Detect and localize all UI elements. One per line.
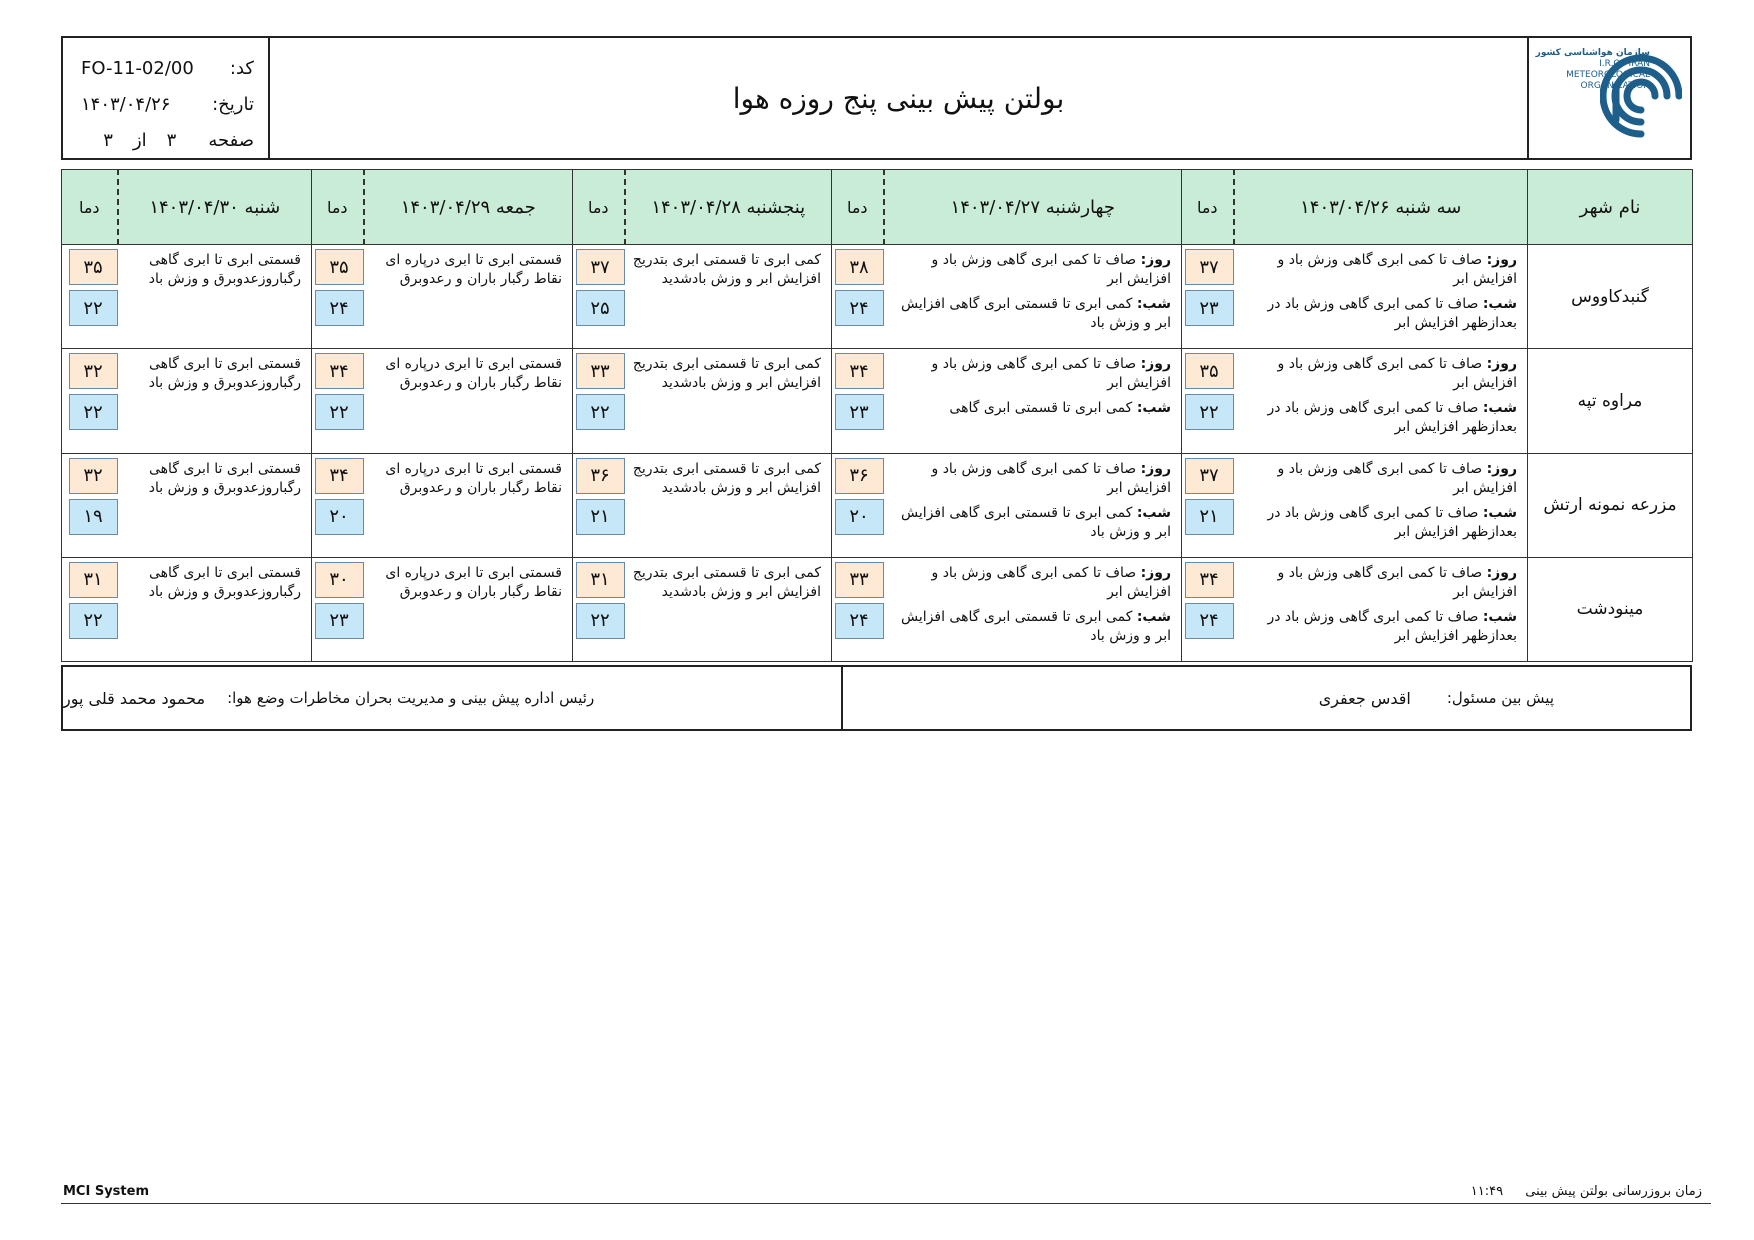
logo-en-line2: METEOROLOGICAL (1566, 70, 1650, 80)
forecast-day-1 (1234, 557, 1528, 661)
code-label: کد: (229, 57, 254, 79)
head-signature (63, 667, 843, 729)
temps-day-4 (312, 453, 364, 557)
night-forecast: کمی ابری تا قسمتی ابری گاهی افزایش ابر و وزش باد (901, 504, 1171, 540)
min-temp: ۲۲ (576, 394, 625, 430)
day-label: روز: (1486, 356, 1517, 373)
temps-day-3 (573, 453, 625, 557)
night-forecast: کمی ابری تا قسمتی ابری گاهی افزایش ابر و وزش باد (901, 608, 1171, 644)
temp-header-3: دما (573, 170, 625, 245)
forecast-day-4 (364, 349, 573, 453)
forecast-text: قسمتی ابری تا ابری درپاره ای نقاط رگبار باران و رعدوبرق (385, 564, 562, 600)
forecast-text: کمی ابری تا قسمتی ابری بتدریج افزایش ابر و وزش بادشدید (632, 356, 821, 392)
table-row (62, 349, 1693, 453)
night-label: شب: (1482, 296, 1517, 312)
max-temp: ۳۲ (69, 353, 118, 389)
day-header-3: پنجشنبه ۱۴۰۳/۰۴/۲۸ (625, 170, 832, 245)
day-forecast: صاف تا کمی ابری گاهی وزش باد و افزایش ابر (1277, 460, 1517, 496)
temps-day-1 (1182, 245, 1234, 349)
min-temp: ۲۲ (315, 394, 364, 430)
temps-day-5 (62, 245, 118, 349)
table-row (62, 557, 1693, 661)
min-temp: ۲۰ (835, 499, 884, 535)
max-temp: ۳۴ (315, 353, 364, 389)
night-forecast: صاف تا کمی ابری گاهی وزش باد در بعدازظهر افزایش ابر (1267, 504, 1517, 540)
temps-day-2 (832, 245, 884, 349)
signature-bar (61, 665, 1692, 731)
footer-update-label: زمان بروزرسانی بولتن پیش بینی (1525, 1184, 1702, 1199)
night-label: شب: (1482, 504, 1517, 521)
night-label: شب: (1136, 296, 1171, 312)
day-forecast: صاف تا کمی ابری گاهی وزش باد و افزایش ابر (931, 356, 1171, 392)
forecast-day-1 (1234, 245, 1528, 349)
max-temp: ۳۶ (835, 458, 884, 494)
min-temp: ۱۹ (69, 499, 118, 535)
head-name: محمود محمد قلی پور (63, 688, 206, 708)
min-temp: ۲۵ (576, 290, 625, 326)
day-header-1: سه شنبه ۱۴۰۳/۰۴/۲۶ (1234, 170, 1528, 245)
footer-update (1471, 1184, 1702, 1199)
city-name: مینودشت (1528, 557, 1693, 661)
min-temp: ۲۴ (315, 290, 364, 326)
max-temp: ۳۵ (1185, 353, 1234, 389)
night-label: شب: (1482, 400, 1517, 417)
temps-day-3 (573, 557, 625, 661)
temps-day-3 (573, 349, 625, 453)
forecast-text: قسمتی ابری تا ابری گاهی رگباروزعدوبرق و وزش باد (148, 252, 301, 287)
max-temp: ۳۳ (576, 353, 625, 389)
city-name: مزرعه نمونه ارتش (1528, 453, 1693, 557)
temps-day-5 (62, 557, 118, 661)
day-label: روز: (1140, 356, 1171, 373)
forecast-day-1 (1234, 349, 1528, 453)
temps-day-2 (832, 349, 884, 453)
max-temp: ۳۱ (69, 562, 118, 598)
forecast-text: قسمتی ابری تا ابری گاهی رگباروزعدوبرق و وزش باد (148, 564, 301, 600)
forecast-text: قسمتی ابری تا ابری گاهی رگباروزعدوبرق و وزش باد (148, 460, 301, 496)
temps-day-1 (1182, 349, 1234, 453)
city-name: مراوه تپه (1528, 349, 1693, 453)
city-name: گنبدکاووس (1528, 245, 1693, 349)
day-header-2: چهارشنبه ۱۴۰۳/۰۴/۲۷ (884, 170, 1182, 245)
forecast-table-body (62, 245, 1693, 662)
max-temp: ۳۸ (835, 249, 884, 285)
forecast-day-2 (884, 557, 1182, 661)
forecast-text: قسمتی ابری تا ابری درپاره ای نقاط رگبار باران و رعدوبرق (385, 252, 562, 287)
forecast-day-5 (118, 453, 312, 557)
day-label: روز: (1486, 252, 1517, 268)
logo-en-line3: ORGANIZATION (1580, 81, 1650, 91)
city-header: نام شهر (1528, 170, 1693, 245)
table-header-row (62, 170, 1693, 245)
page-title: بولتن پیش بینی پنج روزه هوا (732, 81, 1065, 115)
night-label: شب: (1136, 400, 1171, 417)
forecast-day-1 (1234, 453, 1528, 557)
forecaster-label: پیش بین مسئول: (1446, 689, 1554, 707)
max-temp: ۳۷ (576, 249, 625, 285)
forecast-day-4 (364, 557, 573, 661)
logo-fa-text: سازمان هواشناسی کشور (1535, 48, 1650, 58)
temps-day-2 (832, 557, 884, 661)
forecast-text: کمی ابری تا قسمتی ابری بتدریج افزایش ابر و وزش بادشدید (632, 460, 821, 496)
code-value: FO-11-02/00 (81, 57, 194, 79)
footer-system: MCI System (63, 1184, 149, 1199)
night-forecast: صاف تا کمی ابری گاهی وزش باد در بعدازظهر افزایش ابر (1267, 296, 1517, 331)
temps-day-4 (312, 557, 364, 661)
max-temp: ۳۴ (315, 458, 364, 494)
night-forecast: صاف تا کمی ابری گاهی وزش باد در بعدازظهر افزایش ابر (1267, 400, 1517, 436)
max-temp: ۳۷ (1185, 458, 1234, 494)
day-forecast: صاف تا کمی ابری گاهی وزش باد و افزایش ابر (931, 564, 1171, 600)
max-temp: ۳۲ (69, 458, 118, 494)
night-forecast: کمی ابری تا قسمتی ابری گاهی (949, 400, 1133, 417)
forecast-day-3 (625, 453, 832, 557)
temps-day-5 (62, 453, 118, 557)
forecast-day-2 (884, 453, 1182, 557)
page-label: صفحه (208, 129, 254, 151)
day-forecast: صاف تا کمی ابری گاهی وزش باد و افزایش ابر (931, 460, 1171, 496)
day-forecast: صاف تا کمی ابری گاهی وزش باد و افزایش ابر (931, 252, 1171, 287)
forecast-text: قسمتی ابری تا ابری درپاره ای نقاط رگبار باران و رعدوبرق (385, 356, 562, 392)
max-temp: ۳۱ (576, 562, 625, 598)
day-header-4: جمعه ۱۴۰۳/۰۴/۲۹ (364, 170, 573, 245)
day-label: روز: (1140, 252, 1171, 268)
min-temp: ۲۴ (835, 290, 884, 326)
min-temp: ۲۱ (576, 499, 625, 535)
min-temp: ۲۲ (576, 603, 625, 639)
max-temp: ۳۶ (576, 458, 625, 494)
max-temp: ۳۵ (315, 249, 364, 285)
day-label: روز: (1140, 460, 1171, 477)
temps-day-5 (62, 349, 118, 453)
table-row (62, 245, 1693, 349)
min-temp: ۲۲ (69, 394, 118, 430)
logo-text (1530, 48, 1650, 92)
forecast-day-4 (364, 453, 573, 557)
logo-en-line1: I.R.OF IRAN (1599, 59, 1650, 69)
organization-logo (1527, 38, 1690, 158)
min-temp: ۲۲ (69, 290, 118, 326)
min-temp: ۲۲ (1185, 394, 1234, 430)
forecast-day-2 (884, 349, 1182, 453)
night-label: شب: (1482, 608, 1517, 625)
day-header-5: شنبه ۱۴۰۳/۰۴/۳۰ (118, 170, 312, 245)
day-forecast: صاف تا کمی ابری گاهی وزش باد و افزایش ابر (1277, 564, 1517, 600)
forecast-day-5 (118, 557, 312, 661)
page-current: ۳ (166, 129, 177, 151)
forecast-table (61, 169, 1693, 662)
temps-day-4 (312, 349, 364, 453)
night-label: شب: (1136, 504, 1171, 521)
page-total: ۳ (103, 129, 113, 151)
forecaster-name: اقدس جعفری (1318, 688, 1411, 708)
min-temp: ۲۳ (835, 394, 884, 430)
day-label: روز: (1486, 564, 1517, 581)
forecast-day-2 (884, 245, 1182, 349)
forecast-day-5 (118, 349, 312, 453)
temp-header-5: دما (62, 170, 118, 245)
max-temp: ۳۵ (69, 249, 118, 285)
table-row (62, 453, 1693, 557)
max-temp: ۳۴ (835, 353, 884, 389)
day-label: روز: (1486, 460, 1517, 477)
date-value: ۱۴۰۳/۰۴/۲۶ (81, 93, 171, 115)
max-temp: ۳۷ (1185, 249, 1234, 285)
temp-header-1: دما (1182, 170, 1234, 245)
forecaster-signature (843, 667, 1690, 729)
night-label: شب: (1136, 608, 1171, 625)
max-temp: ۳۰ (315, 562, 364, 598)
document-meta (63, 38, 270, 158)
forecast-day-3 (625, 245, 832, 349)
day-forecast: صاف تا کمی ابری گاهی وزش باد و افزایش ابر (1277, 356, 1517, 392)
forecast-day-3 (625, 349, 832, 453)
temps-day-2 (832, 453, 884, 557)
min-temp: ۲۲ (69, 603, 118, 639)
day-label: روز: (1140, 564, 1171, 581)
forecast-day-5 (118, 245, 312, 349)
bulletin-header (61, 36, 1692, 160)
min-temp: ۲۰ (315, 499, 364, 535)
temps-day-1 (1182, 557, 1234, 661)
max-temp: ۳۴ (1185, 562, 1234, 598)
temps-day-3 (573, 245, 625, 349)
forecast-text: قسمتی ابری تا ابری گاهی رگباروزعدوبرق و وزش باد (148, 356, 301, 392)
footer-divider (61, 1203, 1711, 1204)
forecast-day-4 (364, 245, 573, 349)
night-forecast: صاف تا کمی ابری گاهی وزش باد در بعدازظهر افزایش ابر (1267, 608, 1517, 644)
page-of: از (132, 129, 147, 151)
min-temp: ۲۴ (835, 603, 884, 639)
head-label: رئیس اداره پیش بینی و مدیریت بحران مخاطرات وضع هوا: (227, 689, 595, 707)
min-temp: ۲۳ (1185, 290, 1234, 326)
temp-header-2: دما (832, 170, 884, 245)
temp-header-4: دما (312, 170, 364, 245)
forecast-text: کمی ابری تا قسمتی ابری بتدریج افزایش ابر و وزش بادشدید (632, 564, 821, 600)
night-forecast: کمی ابری تا قسمتی ابری گاهی افزایش ابر و وزش باد (901, 296, 1171, 331)
forecast-text: کمی ابری تا قسمتی ابری بتدریج افزایش ابر و وزش بادشدید (632, 252, 821, 287)
temps-day-1 (1182, 453, 1234, 557)
date-label: تاریخ: (212, 93, 254, 115)
min-temp: ۲۳ (315, 603, 364, 639)
min-temp: ۲۱ (1185, 499, 1234, 535)
forecast-text: قسمتی ابری تا ابری درپاره ای نقاط رگبار باران و رعدوبرق (385, 460, 562, 496)
forecast-day-3 (625, 557, 832, 661)
temps-day-4 (312, 245, 364, 349)
min-temp: ۲۴ (1185, 603, 1234, 639)
max-temp: ۳۳ (835, 562, 884, 598)
day-forecast: صاف تا کمی ابری گاهی وزش باد و افزایش ابر (1277, 252, 1517, 287)
footer-update-time: ۱۱:۴۹ (1470, 1184, 1504, 1199)
